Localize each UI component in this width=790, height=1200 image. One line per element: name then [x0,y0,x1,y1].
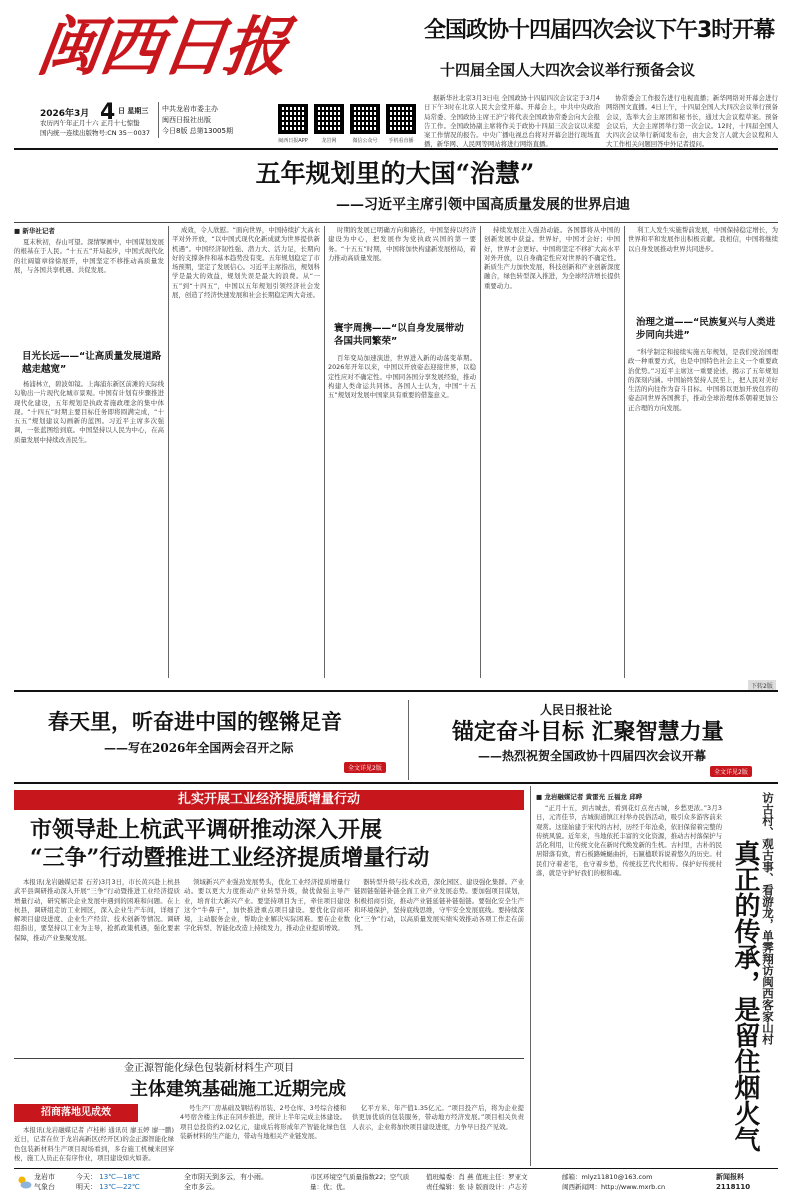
qr-label-live: 手机看直播 [388,138,414,144]
project-col-1: 本报讯(龙岩融媒记者 卢桂彬 通讯员 廖玉婷 廖一鹏)近日，记者在位于龙岩高新区(经开区)的金正源智能化绿色包装新材料生产项目现场看到，多台施工机械来回穿梭，施工人员正在有序作业，项目建设如火如荼。 [14,1126,174,1162]
feature-col-1: 夏末秋初，春山可望。深情擘画中，中国谋划发展的根基在于人民。“十五五”开局起步，中国式现代化的壮阔篇章徐徐展开，中国坚定不移推动高质量发展，与各国共享机遇、共促发展。 [14,238,164,274]
masthead-weekday: 日 星期三 [118,107,149,115]
footer-desc [184,1172,268,1192]
sidebar-text: “正月十五，到古城去，看到花灯点亮古城，乡愁更浓。”3月3日，元宵佳节，古城街道镇江村举办民俗活动，吸引众多游客前来观赏。这座始建于宋代的古村，历经千年沧桑，依旧保留着完整的传统风貌。近年来，当地依托丰富的文化资源，推动古村落保护与活化利用，让传统文化在新时代焕发新的生机。古村里，古朴的民居错落有致，青石板路蜿蜒曲折，石匾楹联诉说着悠久的历史。村民们守着老宅，也守着乡愁，传统技艺代代相传。保护好传统村落，就是守护好我们的根和魂。 [536,804,722,878]
top-subheadline: 十四届全国人大四次会议举行预备会议 [440,61,696,79]
footer-city-2: 气象台 [34,1183,55,1191]
date-year-month: 2026年3月 [40,109,90,119]
promo-right-subheadline: ——热烈祝贺全国政协十四届四次会议开幕 [478,749,707,763]
feature-col-3-subhead: 寰宇周携——“以自身发展带动各国共同繁荣” [334,323,464,347]
footer-hotline-label: 新闻报料 [716,1173,744,1181]
industry-col-2: 领域新兴产业强劲发展势头，优化工业经济提质增量行动。要以更大力度推动产业转型升级，做优做强主导产业，培育壮大新兴产业。要坚持项目为王，牵住项目建设这个“牛鼻子”，加快推进重点项目建设。要优化营商环境，主动服务企业，帮助企业解决实际困难。要在企业数字化转型、智能化改造上持续发力，推动企业提质增效。 [184,878,350,933]
rule-above-footer [14,1168,778,1169]
feature-headline[interactable]: 五年规划里的大国“治慧” [255,159,535,188]
publisher-3: 今日8版 总第13005期 [162,127,233,135]
qr-label-web: 龙岩网 [321,138,337,144]
industry-banner [14,790,524,810]
masthead-logo: 闽西日报 [32,10,292,85]
feature-subheadline: ——习近平主席引领中国高质量发展的世界启迪 [336,197,630,213]
footer-contact [562,1172,665,1192]
footer-tomorrow-label: 明天： [76,1183,97,1191]
footer-editors [426,1172,528,1192]
masthead-cn: 国内统一连续出版物号:CN 35－0037 [40,129,150,137]
feature-colrule-1 [168,226,169,678]
top-story-text-left: 据新华社北京3月3日电 全国政协十四届四次会议定于3月4日下午3时在北京人民大会堂开幕。开幕会上，中共中央政治局常委、全国政协主席王沪宁将代表全国政协常委会向大会报告工作。全国政协副主席将作关于政协十四届三次会议以来提案工作情况的报告。中央广播电视总台将对开幕会进行现场直播，新华网、人民网等网站将进行网络直播。 [424,94,600,149]
feature-colrule-4 [624,226,625,678]
masthead-day: 4 [100,100,116,125]
feature-col-4: 持续发展注入强劲动能。各国都将从中国的创新发展中获益。世界好，中国才会好；中国好，世界才会更好。中国将坚定不移扩大高水平对外开放，以自身确定性应对世界的不确定性。新质生产力加快发展，科技创新和产业创新深度融合，绿色转型深入推进，为全球经济增长提供重要动力。 [484,226,620,290]
footer-web[interactable]: 闽西新闻网：http://www.mxrb.cn [562,1183,666,1191]
project-kicker: 金正源智能化绿色包装新材料生产项目 [124,1063,294,1074]
promo-left-subheadline: ——写在2026年全国两会召开之际 [104,741,294,755]
masthead-publisher [162,104,233,137]
promo-left-link[interactable]: 全文详见2版 [344,762,386,773]
sidebar-byline: ■ 龙岩融媒记者 黄雷光 丘福龙 邱晔 [536,793,643,801]
sidebar-divider [530,786,531,1166]
rule-under-masthead [14,148,778,150]
promo-right-link[interactable]: 全文详见2版 [710,766,752,777]
qr-label-wechat: 微信公众号 [352,138,378,144]
footer-today-row [76,1172,140,1182]
rule-above-project [14,1058,524,1059]
qr-code-wechat[interactable] [350,104,380,134]
feature-col-1b: 杨浦林立，碧波如镜。上海浦东新区前滩的天际线勾勒出一片现代化城市景观。中国有计划有步骤推进现代化建设，五年规划是执政者施政理念的集中体现。“十四五”时期主要目标任务即将圆满完成，“十五五”规划建议勾画新的蓝图。习近平主席多次强调，一张蓝图绘到底。中国坚持以人民为中心，在高质量发展中持续改善民生。 [14,380,164,444]
qr-code-web[interactable] [314,104,344,134]
footer-tomorrow-row [76,1182,140,1192]
feature-col-3: 时期的发展已明确方向和路径，中国坚持以经济建设为中心，把发展作为党执政兴国的第一要务。“十五五”时期，中国将加快构建新发展格局，着力推动高质量发展。 [328,226,476,262]
footer-weather-station [34,1172,55,1192]
footer-today-label: 今天： [76,1173,97,1181]
industry-headline-2[interactable]: “三争”行动暨推进工业经济提质增量行动 [30,845,430,871]
footer-hotline-number[interactable]: 2118110 [716,1183,751,1191]
promo-left-headline[interactable]: 春天里，听奋进中国的铿锵足音 [48,709,342,734]
qr-code-app[interactable] [278,104,308,134]
feature-continue-badge[interactable]: 下转2版 [748,680,776,691]
sun-cloud-icon [16,1174,32,1190]
project-col-3: 亿平方米、年产值1.35亿元。“项目投产后，将为企业提供更加优质的包装服务，带动地方经济发展。”项目相关负责人表示，企业将加快项目建设进度，力争早日投产见效。 [352,1104,524,1131]
qr-label-app: 闽西日报APP [278,138,308,144]
feature-col-5-subhead: 治理之道——“民族复兴与人类进步同向共进” [636,317,776,341]
sidebar-title-big[interactable]: 真正的传承，是留住烟火气 [730,840,760,1152]
qr-code-live[interactable] [386,104,416,134]
industry-headline-1[interactable]: 市领导赴上杭武平调研推动深入开展 [30,817,383,843]
footer-editor-1: 值班编委：肖 燕 值班主任：罗亚文 [426,1173,528,1181]
industry-banner-text: 扎实开展工业经济提质增量行动 [177,792,360,807]
rule-under-feature-head [14,222,778,223]
feature-colrule-3 [480,226,481,678]
footer-editor-2: 责任编辑：张 诗 版面设计：卢志芳 [426,1183,528,1191]
promo-right-headline[interactable]: 锚定奋斗目标 汇聚智慧力量 [452,720,724,745]
publisher-1: 中共龙岩市委主办 [162,105,218,113]
feature-col-2: 成效，令人欣慰。“面向世界，中国持续扩大高水平对外开放，“以中国式现代化新成就为世界提供新机遇”。中国经济韧性强、潜力大、活力足，长期向好的支撑条件和基本趋势没有变。五年规划稳定了市场预期，坚定了发展信心。习近平主席指出，规划科学是最大的效益，规划失误是最大的浪费。从“一五”到“十四五”，中国以五年规划引领经济社会发展，创造了经济快速发展和社会长期稳定两大奇迹。 [172,226,320,300]
top-headline[interactable]: 全国政协十四届四次会议下午3时开幕 [424,18,775,43]
project-col-2: 号生产厂房基础及钢结构吊装、2号仓库、3号综合楼和4号宿舍楼主体正在同步推进，预计上半年完成主体建设。项目总投资约2.02亿元，建成后将形成年产智能化绿色包装新材料的生产能力，带动当地相关产业链发展。 [180,1104,346,1140]
footer-tomorrow-desc: 全市多云。 [184,1183,219,1191]
feature-col-5b: “科学制定和接续实施五年规划，是我们党治国理政一种重要方式，也是中国特色社会主义一个重要政治优势。”习近平主席这一重要论述，揭示了五年规划的深刻内涵。中国始终坚持人民至上，把人民对美好生活的向往作为奋斗目标。中国将以更加开放包容的姿态同世界各国携手，推动全球治理体系朝着更加公正合理的方向发展。 [628,348,778,412]
sidebar-title-vertical[interactable]: 访古村、观古事、看游龙，单霁翔访闽西客家山村 [761,792,775,1045]
feature-col-3b: 百年变局加速演进，世界进入新的动荡变革期。2026年开年以来，中国以开放姿态迎接世界，以稳定性应对不确定性。中国同各国分享发展经验，推动构建人类命运共同体。各国人士认为，中国“十五五”规划对发展中国家具有重要的借鉴意义。 [328,354,476,400]
footer-tomorrow-temp: 13℃—22℃ [99,1183,140,1191]
footer-email[interactable]: 邮箱：mlyz11810@163.com [562,1173,653,1181]
promo-divider [408,700,409,780]
publisher-2: 闽西日报社出版 [162,116,211,124]
feature-col-1-subhead: 目光长远——“让高质量发展道路越走越宽” [22,351,162,375]
industry-col-1: 本报讯(龙岩融媒记者 石芳)3月3日，市长黄兴赴上杭县武平县调研推动深入开展“三争”行动暨推进工业经济提质增量行动，研究解决企业发展中遇到的困难和问题。在上杭县，调研组走访工业园区，深入企业生产车间，详细了解项目建设进度、企业生产经营、技术创新等情况。调研组指出，要坚持以工业为主导，抢抓政策机遇，强化要素保障，推动产业集聚发展。 [14,878,180,942]
promo-right-kicker: 人民日报社论 [540,703,613,717]
project-tag [14,1104,138,1122]
footer-aqi: 市区环境空气质量指数22；空气质量：优；优。 [310,1173,410,1191]
feature-byline: ■ 新华社记者 [14,227,55,235]
rule-above-promos [14,690,778,692]
feature-colrule-2 [324,226,325,678]
footer-forecast [76,1172,140,1192]
rule-below-promos [14,782,778,784]
masthead-lunar: 农历丙午年正月十六 正月十七惊蛰 [40,119,140,127]
footer-today-desc: 全市阴天到多云，有小雨。 [184,1173,268,1181]
feature-col-5: 利工人发生实施帮前发展，中国保持稳定增长，为世界和平和发展作出积极贡献。我相信，中国将继续以自身发展推动世界共同进步。 [628,226,778,253]
project-headline[interactable]: 主体建筑基础施工近期完成 [130,1079,346,1100]
project-tag-text: 招商落地见成效 [41,1107,111,1118]
footer-city-1: 龙岩市 [34,1173,55,1181]
footer-today-temp: 13℃—18℃ [99,1173,140,1181]
masthead-divider [158,102,159,138]
top-story-text-right: 协常委会工作报告进行电视直播；新华网络对开幕会进行网络图文直播。4日上午，十四届全国人大四次会议举行预备会议，选举大会主席团和秘书长，通过大会议程草案。预备会议后，大会主席团举行第一次会议。12时，十四届全国人大四次会议举行新闻发布会，由大会发言人就大会议程和人大工作相关问题回答中外记者提问。 [606,94,778,149]
industry-col-3: 器转型升级与技术改造，深化园区、建设强化集群。产业链固链强链补链全面工业产业发展态势。要加强项目谋划，积极招商引资，推动产业链延链补链强链。要强化安全生产和环境保护，坚持底线思维，守牢安全发展底线。要持续深化“三争”行动，以高质量发展实绩实效推动各项工作走在前列。 [354,878,524,933]
footer-hotline [716,1172,750,1192]
